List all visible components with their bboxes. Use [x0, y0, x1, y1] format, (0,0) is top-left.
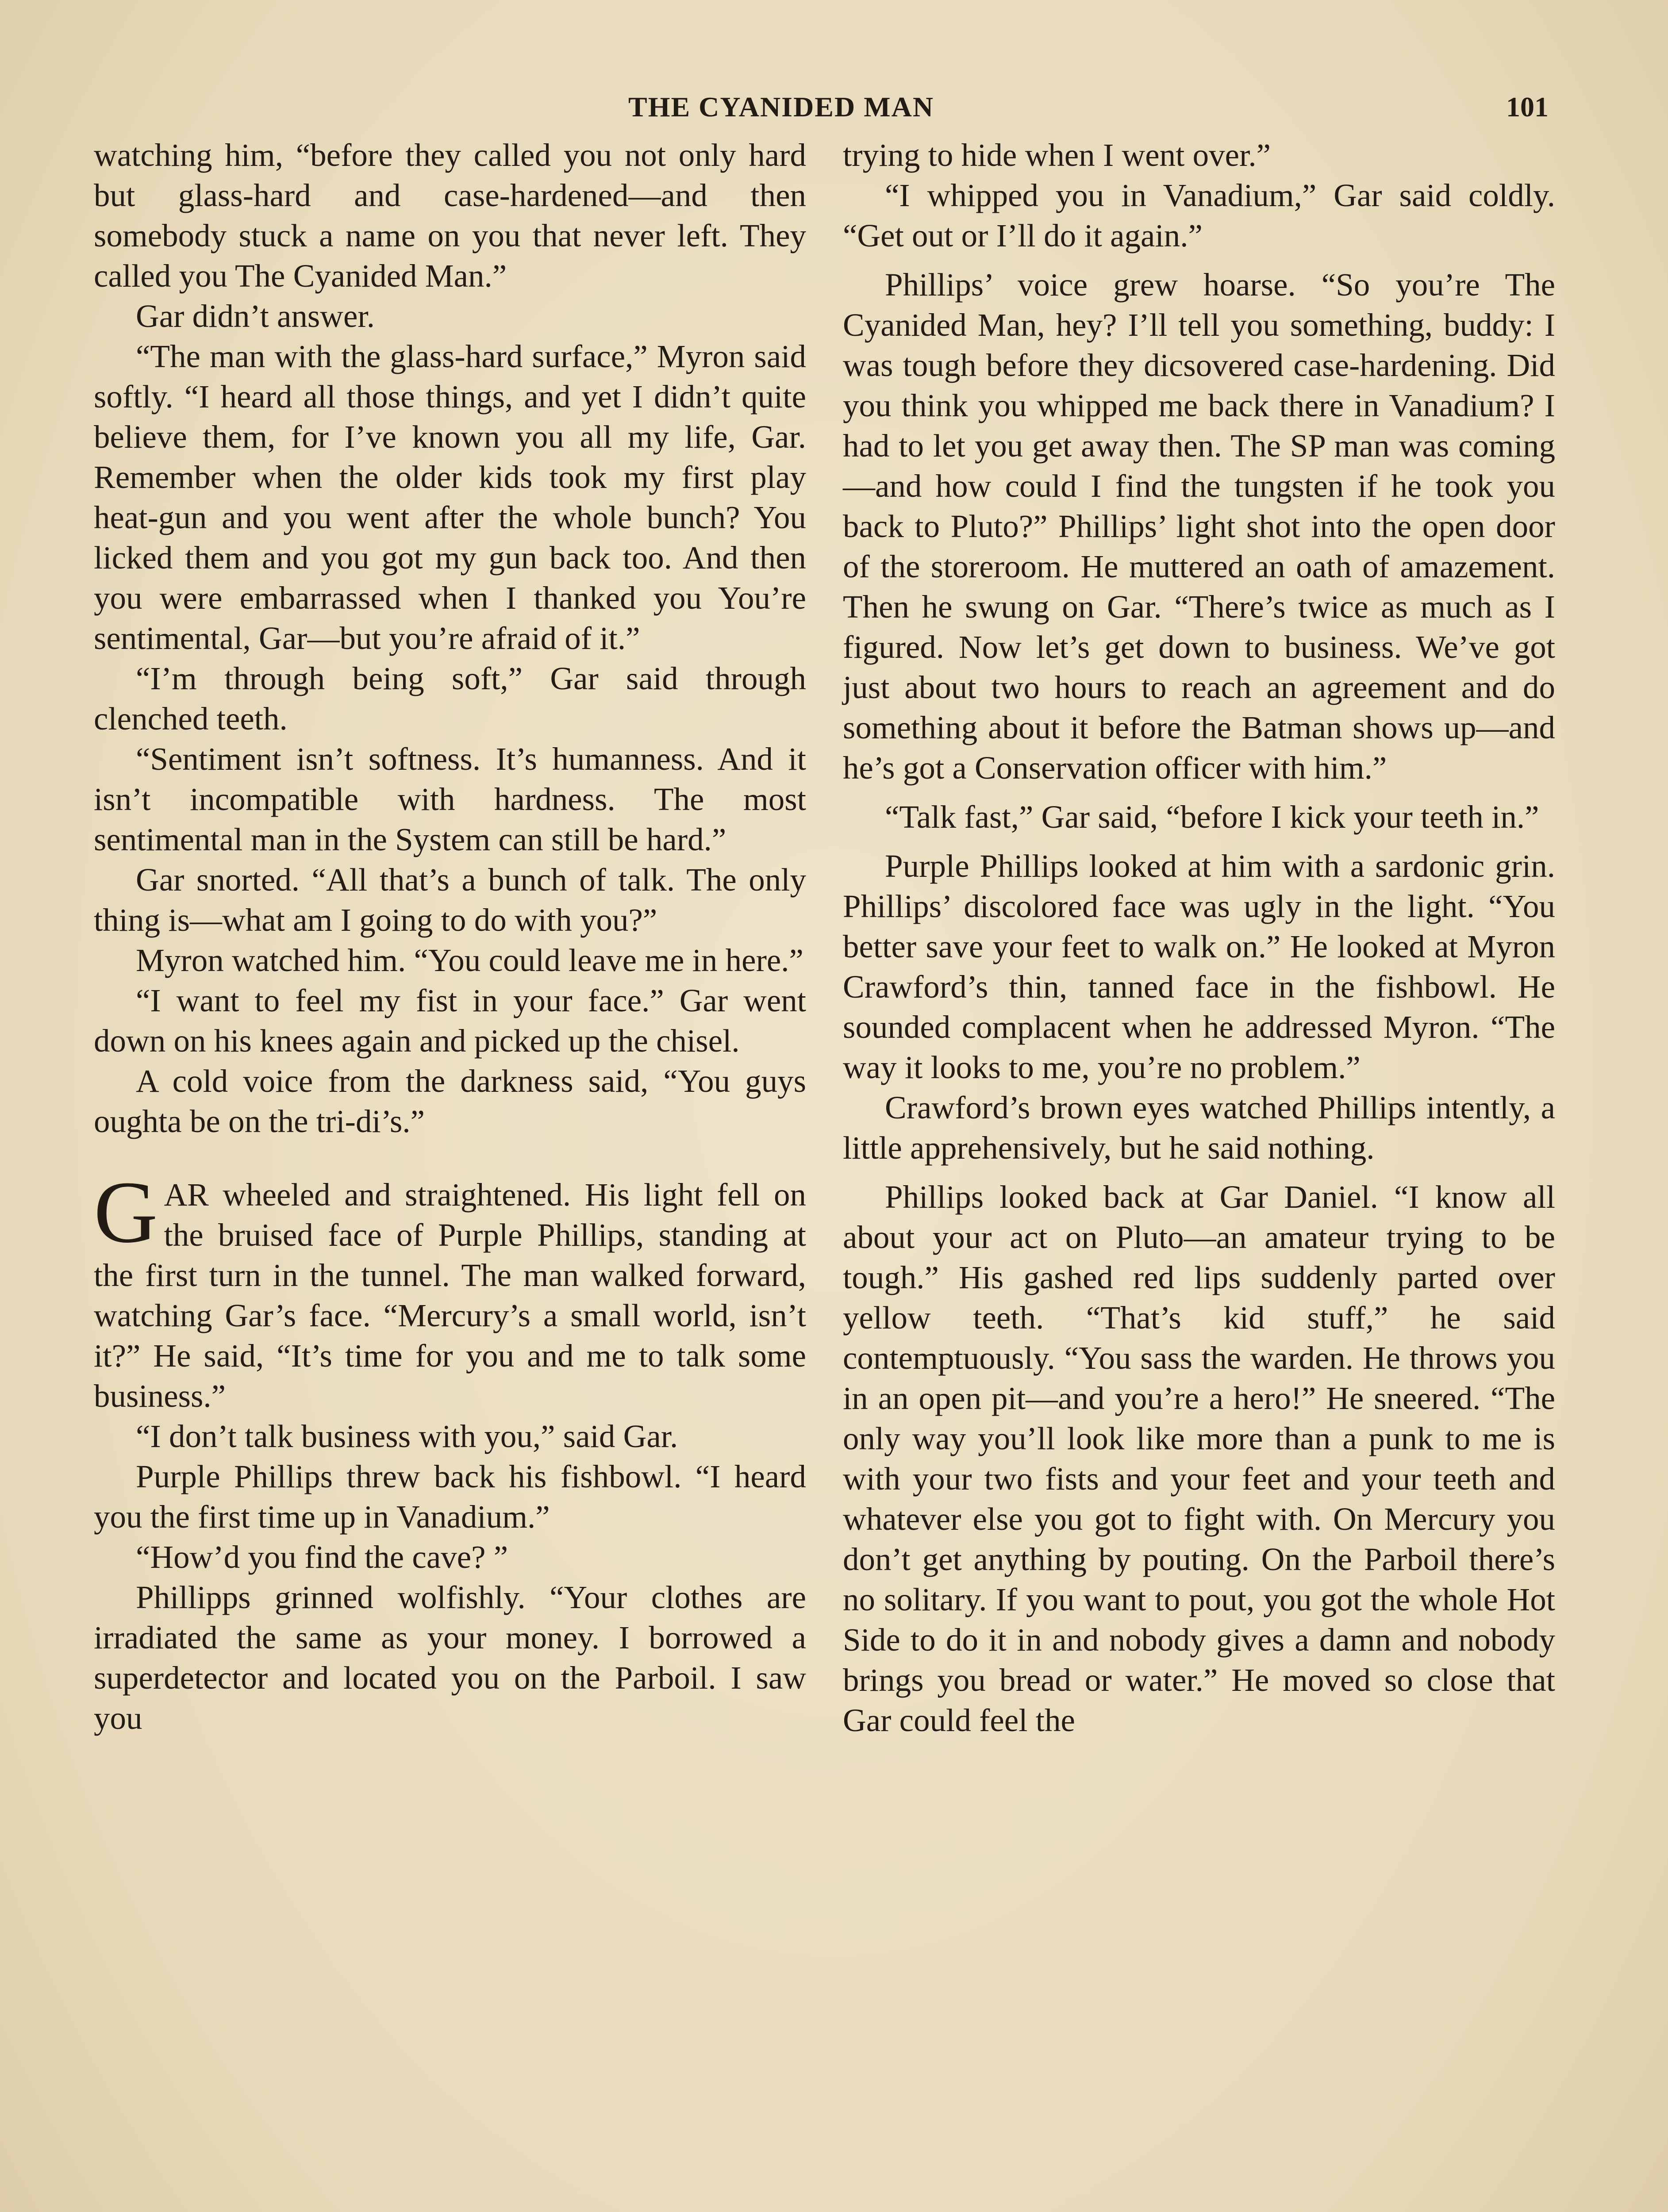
paragraph: “Sentiment isn’t softness. It’s humanness. And it isn’t incompatible with hardness. The most sentimental man in the System can still be hard.” — [94, 741, 806, 857]
paragraph: Crawford’s brown eyes watched Phillips intently, a little apprehensively, but he said nothing. — [843, 1090, 1555, 1166]
paragraph: Gar didn’t answer. — [136, 298, 375, 334]
paragraph: Phillipps grinned wolfishly. “Your clothes are irradiated the same as your money. I borrowed a superdetector and located you on the Parboil. I saw you — [94, 1579, 806, 1736]
paragraph: trying to hide when I went over.” — [843, 137, 1271, 173]
paragraph: “The man with the glass-hard surface,” Myron said softly. “I heard all those things, and yet I didn’t quite believe them, for I’ve known you all my life, Gar. Remember when the older kids took my first play heat-gun and you went after the whole bunch? You licked them and you got my gun back too. And then you were embarrassed when I thanked you You’re sentimental, Gar—but you’re afraid of it.” — [94, 338, 806, 656]
paragraph: “I whipped you in Vanadium,” Gar said coldly. “Get out or I’ll do it again.” — [843, 177, 1555, 253]
paragraph: Gar snorted. “All that’s a bunch of talk. The only thing is—what am I going to do with you?” — [94, 862, 806, 938]
page-number: 101 — [1506, 91, 1549, 123]
section-opening-paragraph — [94, 1164, 806, 1416]
running-title: THE CYANIDED MAN — [628, 91, 934, 123]
running-header — [88, 91, 1549, 131]
right-column — [843, 135, 1555, 1740]
paragraph: A cold voice from the darkness said, “You guys oughta be on the tri-di’s.” — [94, 1063, 806, 1139]
paragraph: watching him, “before they called you not only hard but glass-hard and case-hardened—and then somebody stuck a name on you that never left. They called you The Cyanided Man.” — [94, 137, 806, 294]
paragraph: Myron watched him. “You could leave me in here.” — [136, 942, 803, 978]
drop-cap: G — [94, 1164, 158, 1261]
paragraph: “Talk fast,” Gar said, “before I kick your teeth in.” — [885, 799, 1539, 835]
paragraph: Purple Phillips threw back his fishbowl. “I heard you the first time up in Vanadium.” — [94, 1459, 806, 1535]
paragraph: “I’m through being soft,” Gar said through clenched teeth. — [94, 661, 806, 737]
paragraph: Phillips’ voice grew hoarse. “So you’re The Cyanided Man, hey? I’ll tell you something, buddy: I was tough before they dicsovered case-hardening. Did you think you whipped me back there in Vanadium? I had to let you get away then. The SP man was coming—and how could I find the tungsten if he took you back to Pluto?” Phillips’ light shot into the open door of the storeroom. He muttered an oath of amazement. Then he swung on Gar. “There’s twice as much as I figured. Now let’s get down to business. We’ve got just about two hours to reach an agreement and do something about it before the Batman shows up—and he’s got a Conservation officer with him.” — [843, 267, 1555, 786]
paragraph: Phillips looked back at Gar Daniel. “I know all about your act on Pluto—an amateur trying to be tough.” His gashed red lips suddenly parted over yellow teeth. “That’s kid stuff,” he said contemptuously. “You sass the warden. He throws you in an open pit—and you’re a hero!” He sneered. “The only way you’ll look like more than a punk to me is with your two fists and your feet and your teeth and whatever else you got to fight with. On Mercury you don’t get anything by pouting. On the Parboil there’s no solitary. If you want to pout, you got the whole Hot Side to do it in and nobody gives a damn and nobody brings you bread or water.” He moved so close that Gar could feel the — [843, 1179, 1555, 1738]
paragraph: “How’d you find the cave? ” — [136, 1539, 508, 1575]
paragraph: Purple Phillips looked at him with a sardonic grin. Phillips’ discolored face was ugly in the light. “You better save your feet to walk on.” He looked at Myron Crawford’s thin, tanned face in the fishbowl. He sounded complacent when he addressed Myron. “The way it looks to me, you’re no problem.” — [843, 848, 1555, 1085]
left-column — [94, 135, 806, 1738]
section-opening-text: AR wheeled and straightened. His light fell on the bruised face of Purple Phillips, standing at the first turn in the tunnel. The man walked forward, watching Gar’s face. “Mercury’s a small world, isn’t it?” He said, “It’s time for you and me to talk some business.” — [94, 1177, 806, 1414]
paragraph: “I don’t talk business with you,” said Gar. — [136, 1418, 678, 1454]
paragraph: “I want to feel my fist in your face.” Gar went down on his knees again and picked up the chisel. — [94, 983, 806, 1059]
